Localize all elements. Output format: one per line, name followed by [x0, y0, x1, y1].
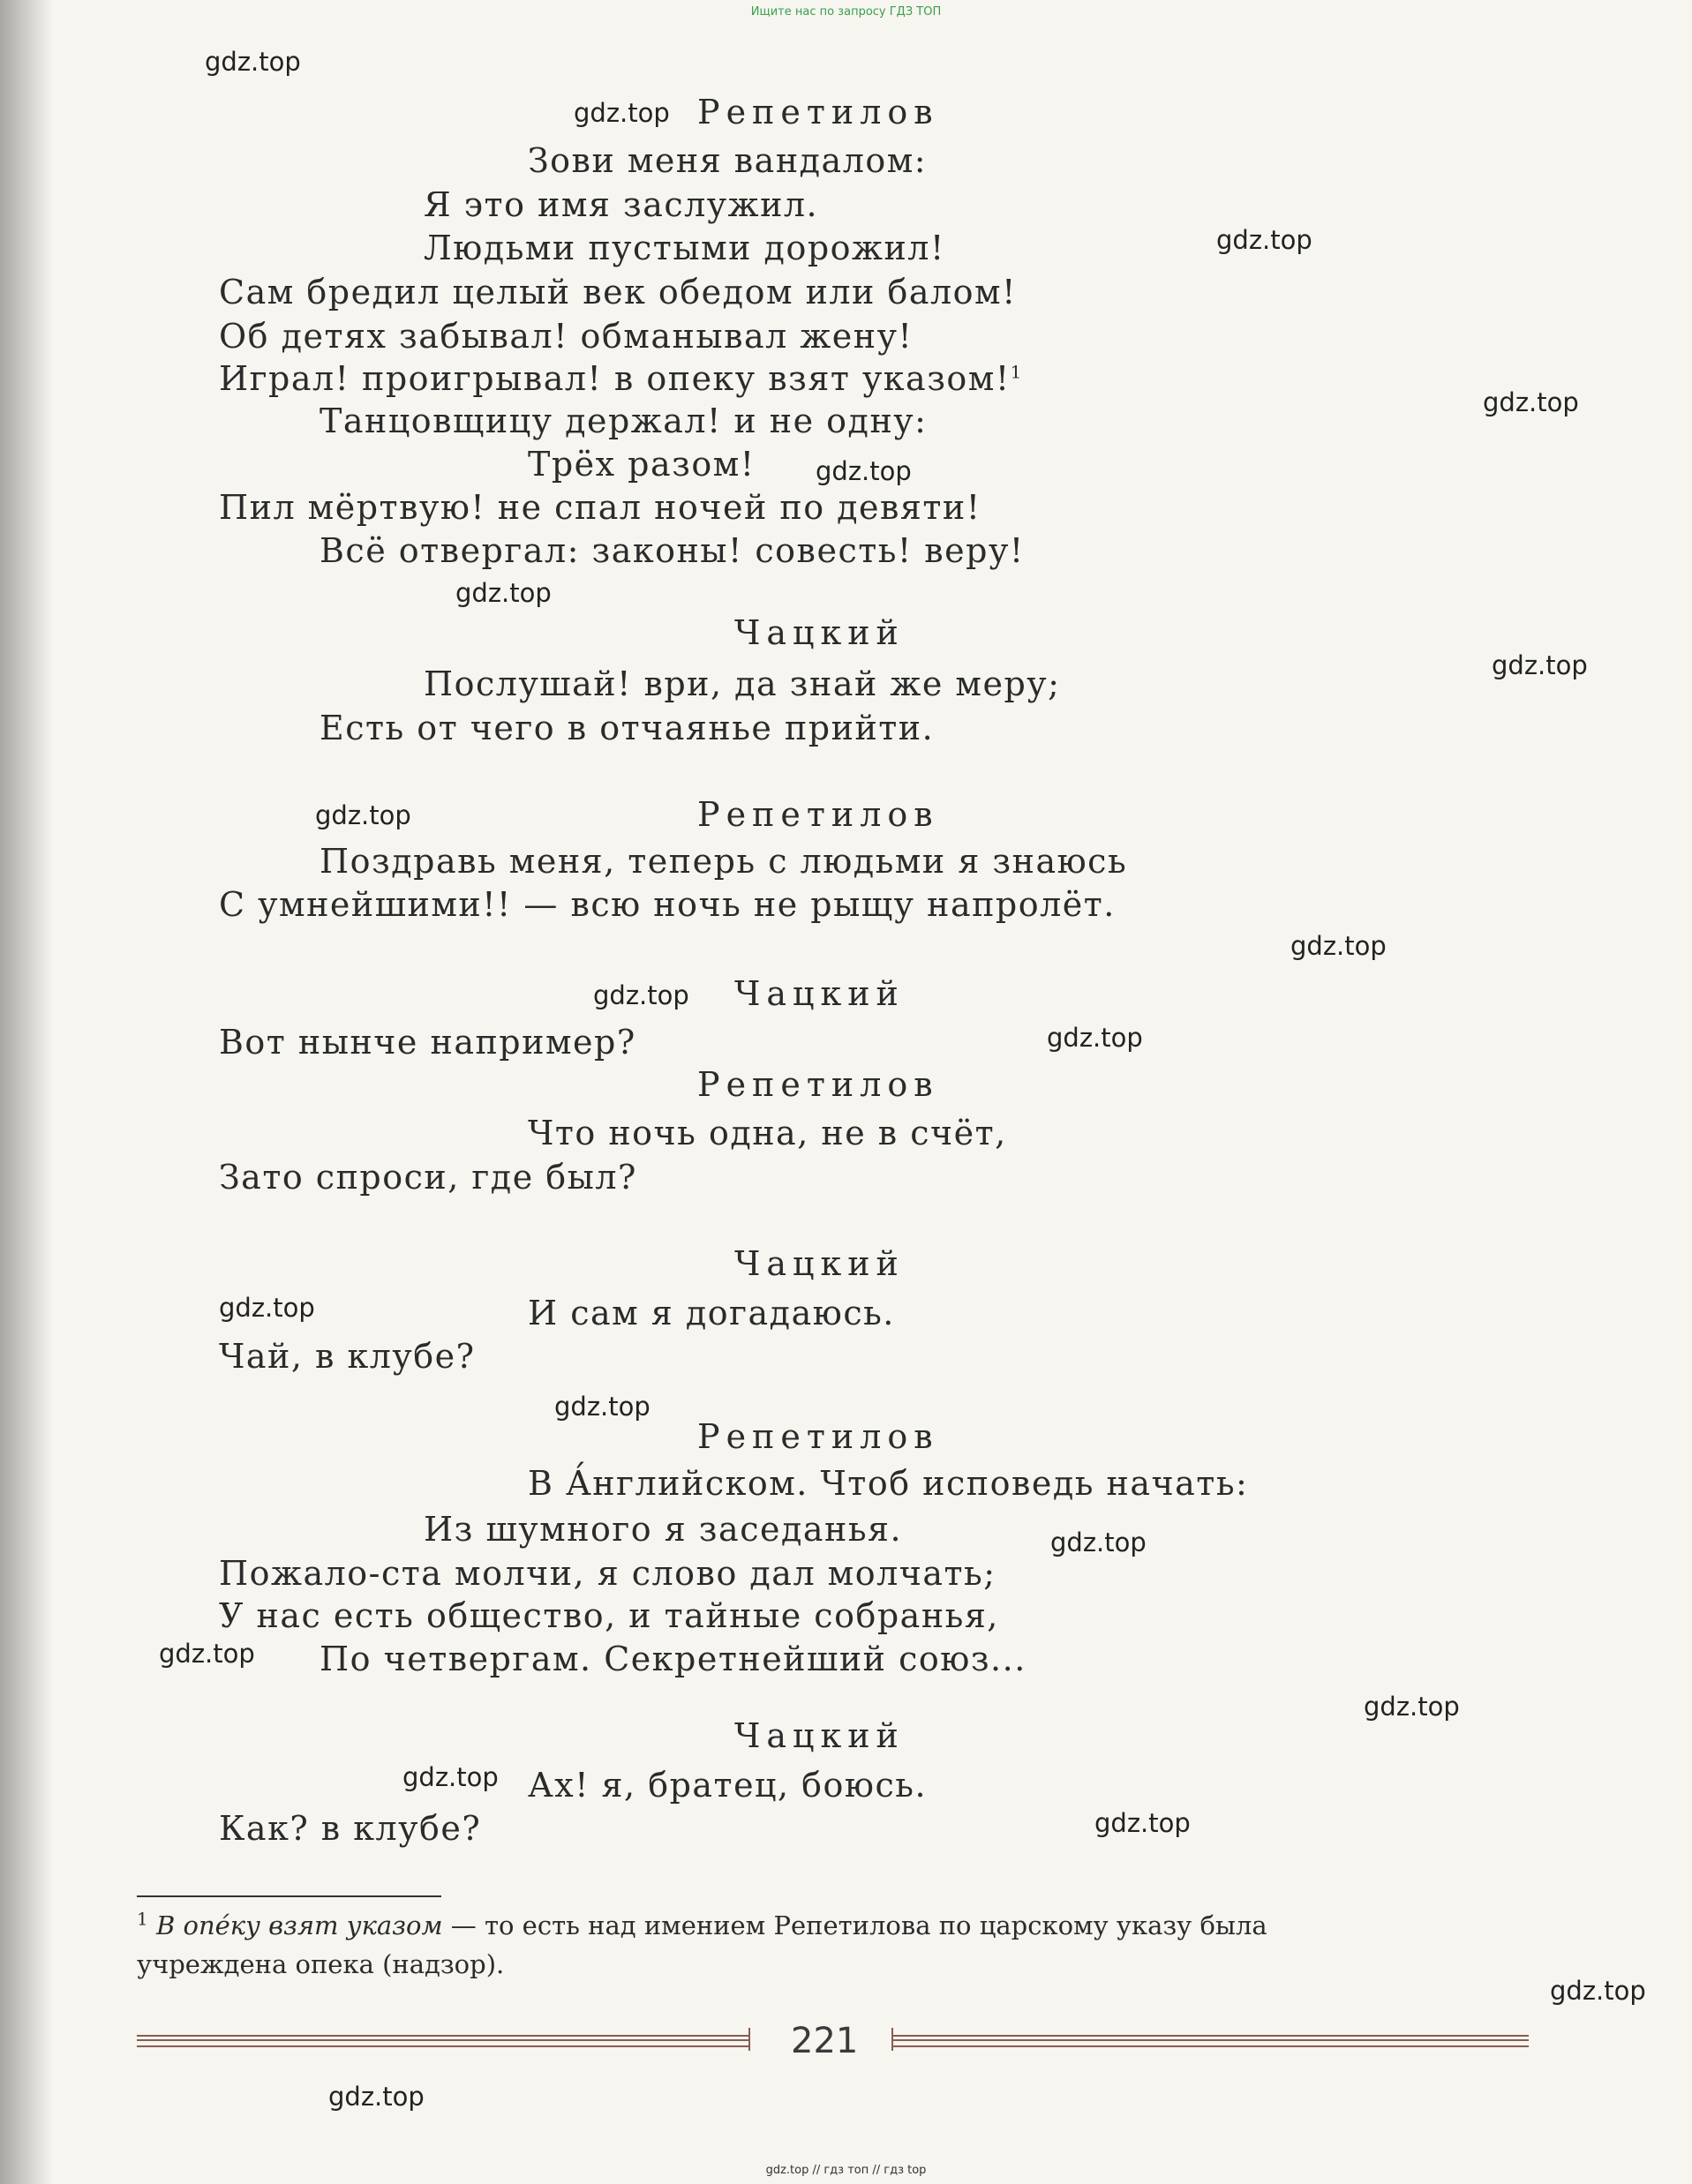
verse-line: С умнейшими!! — всю ночь не рыщу напролёт. [219, 885, 1116, 924]
verse-line: И сам я догадаюсь. [528, 1294, 895, 1332]
verse-line: Сам бредил целый век обедом или балом! [219, 273, 1017, 311]
footnote-rule [137, 1895, 441, 1897]
watermark: gdz.top [1492, 650, 1588, 680]
speaker-name: Чацкий [734, 1716, 905, 1755]
watermark: gdz.top [1550, 1976, 1646, 2006]
verse-line: Пожало-ста молчи, я слово дал молчать; [219, 1554, 996, 1593]
verse-line: Ах! я, братец, боюсь. [528, 1766, 928, 1805]
speaker-name: Репетилов [697, 795, 939, 834]
watermark: gdz.top [328, 2082, 425, 2112]
verse-line: Играл! проигрывал! в опеку взят указом!$^1$ [219, 359, 1023, 398]
verse-line: У нас есть общество, и тайные собранья, [219, 1596, 999, 1635]
watermark: gdz.top [554, 1392, 650, 1422]
watermark: gdz.top [455, 578, 552, 608]
watermark: gdz.top [205, 47, 301, 77]
watermark: gdz.top [1047, 1023, 1143, 1053]
top-banner: Ищите нас по запросу ГДЗ ТОП [750, 5, 942, 19]
speaker-name: Чацкий [734, 1244, 905, 1283]
speaker-name: Репетилов [697, 1417, 939, 1456]
verse-line: Об детях забывал! обманывал жену! [219, 317, 914, 356]
watermark: gdz.top [402, 1762, 499, 1792]
watermark: gdz.top [315, 800, 411, 830]
footnote-marker: 1 [137, 1908, 148, 1930]
verse-line: Вот нынче например? [219, 1023, 636, 1062]
verse-line: Послушай! ври, да знай же меру; [424, 664, 1061, 703]
verse-line: Пил мёртвую! не спал ночей по девяти! [219, 488, 981, 527]
watermark: gdz.top [816, 456, 912, 486]
watermark: gdz.top [593, 980, 689, 1010]
footnote-line: учреждена опека (надзор). [137, 1949, 505, 1979]
verse-line: Зови меня вандалом: [528, 141, 928, 180]
watermark: gdz.top [159, 1639, 255, 1669]
verse-line: Танцовщицу держал! и не одну: [320, 402, 928, 440]
footnote-term: В опе́ку взят указом [155, 1910, 443, 1940]
verse-line: Людьми пустыми дорожил! [424, 229, 945, 267]
footer-rule-right [893, 2035, 1529, 2047]
page-number: 221 [791, 2021, 859, 2061]
verse-line: Я это имя заслужил. [424, 185, 819, 224]
verse-line: Поздравь меня, теперь с людьми я знаюсь [320, 842, 1128, 881]
verse-line: По четвергам. Секретнейший союз... [320, 1640, 1026, 1678]
speaker-name: Чацкий [734, 613, 905, 652]
footer-tick [748, 2028, 750, 2051]
verse-line: Есть от чего в отчаянье прийти. [320, 709, 935, 747]
watermark: gdz.top [574, 98, 670, 128]
verse-line: Всё отвергал: законы! совесть! веру! [320, 531, 1025, 570]
speaker-name: Чацкий [734, 974, 905, 1013]
speaker-name: Репетилов [697, 1065, 939, 1104]
book-spine-shadow [0, 0, 53, 2184]
verse-line: Как? в клубе? [219, 1809, 482, 1848]
watermark: gdz.top [1050, 1527, 1147, 1557]
verse-line: В А́нглийском. Чтоб исповедь начать: [528, 1464, 1249, 1503]
verse-line: Зато спроси, где был? [219, 1158, 637, 1197]
watermark: gdz.top [1216, 225, 1312, 255]
footnote-line [137, 1908, 1267, 1940]
verse-line: Из шумного я заседанья. [424, 1510, 903, 1549]
verse-line: Чай, в клубе? [219, 1337, 476, 1376]
footer-rule-left [137, 2035, 748, 2047]
bottom-banner: gdz.top // гдз топ // гдз top [765, 2164, 927, 2177]
footnote-text: — то есть над имением Репетилова по царскому указу была [442, 1910, 1267, 1940]
watermark: gdz.top [1483, 387, 1579, 417]
verse-line: Трёх разом! [528, 445, 756, 484]
speaker-name: Репетилов [697, 93, 939, 131]
watermark: gdz.top [1364, 1692, 1460, 1722]
footnote-ref: 1 [1010, 361, 1023, 383]
watermark: gdz.top [1094, 1808, 1191, 1838]
watermark: gdz.top [1290, 931, 1387, 961]
verse-line: Что ночь одна, не в счёт, [528, 1114, 1007, 1152]
watermark: gdz.top [219, 1293, 315, 1323]
